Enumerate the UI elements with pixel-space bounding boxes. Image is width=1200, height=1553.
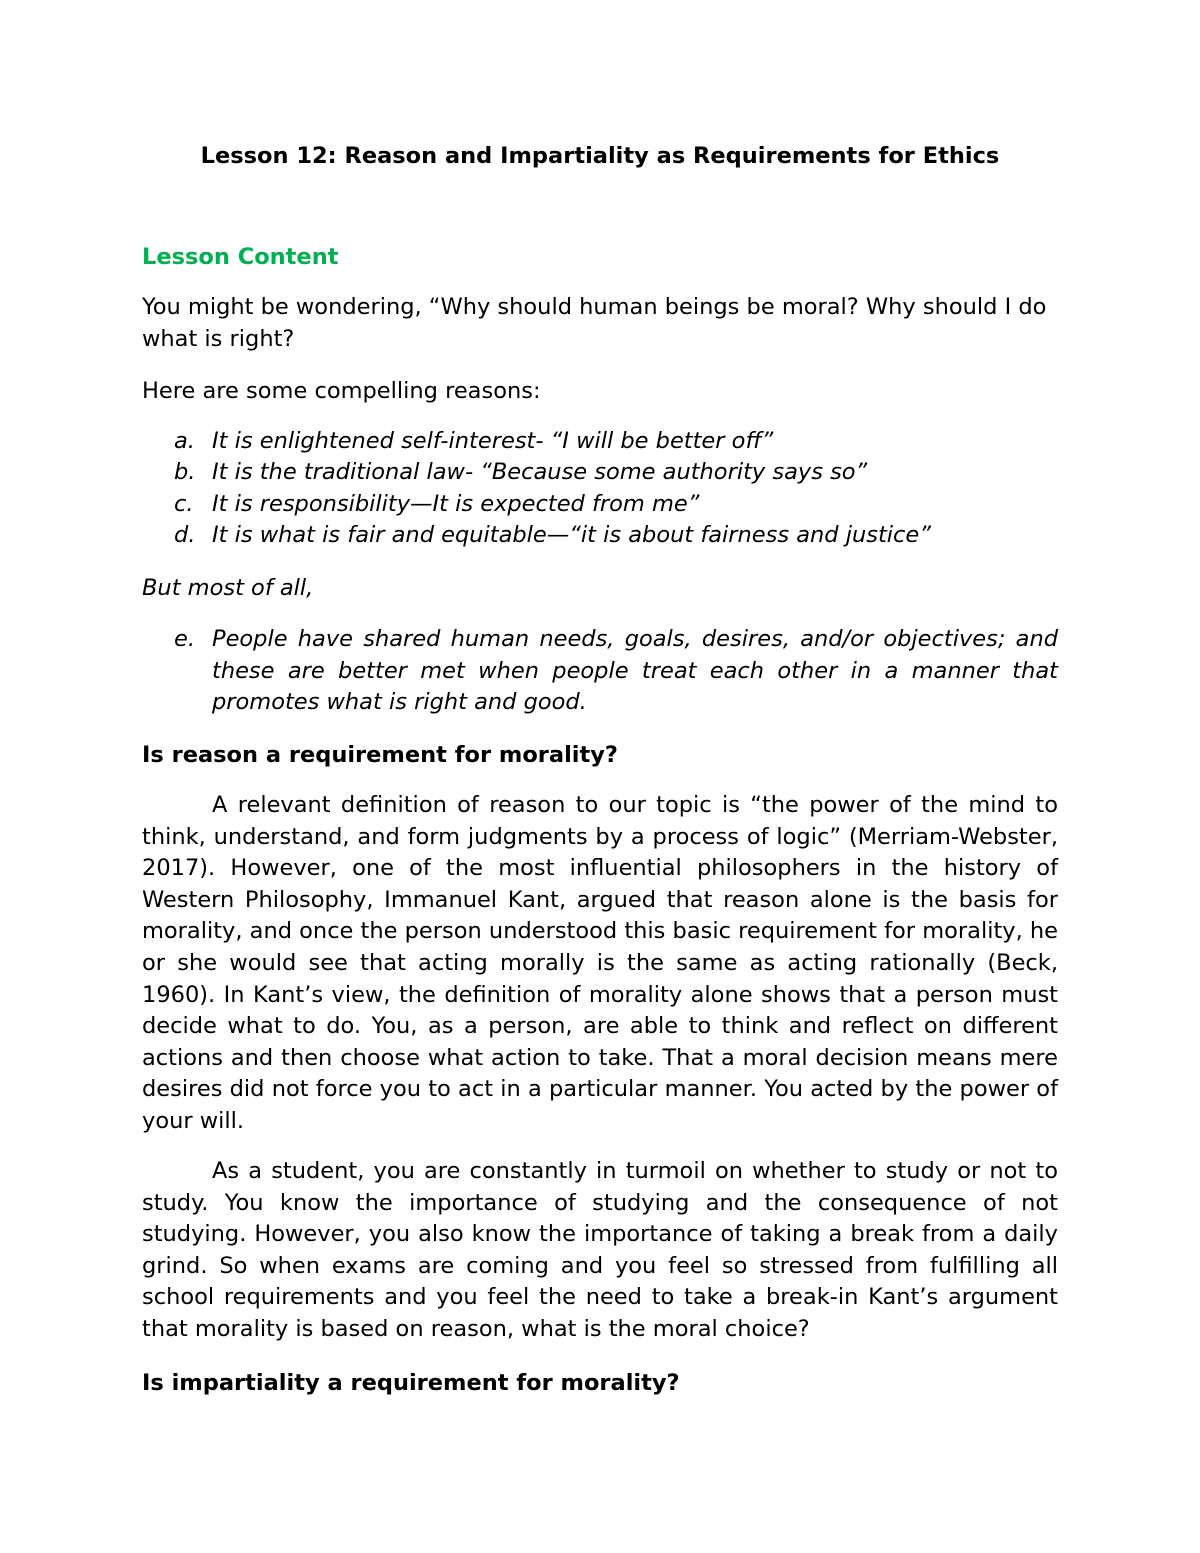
but-most-of-all: But most of all, (142, 575, 314, 601)
intro-paragraph: You might be wondering, “Why should human beings be moral? Why should I do what is right? (142, 294, 1047, 352)
reasons-lead: Here are some compelling reasons: (142, 378, 541, 404)
heading-impartiality: Is impartiality a requirement for morality? (142, 1370, 680, 1396)
heading-reason: Is reason a requirement for morality? (142, 742, 618, 768)
list-item-text: It is enlightened self-interest- “I will be better off” (212, 428, 774, 454)
lesson-title: Lesson 12: Reason and Impartiality as Requirements for Ethics (200, 143, 1000, 169)
list-marker: e. (174, 626, 195, 652)
list-marker: d. (174, 522, 196, 549)
list-item-text: People have shared human needs, goals, desires, and/or objectives; and these are better met when people treat each other in a manner that promotes what is right and good. (212, 626, 1058, 716)
list-item-text: It is what is fair and equitable—“it is about fairness and justice” (212, 522, 931, 549)
list-item (142, 624, 1058, 719)
list-item-text: It is responsibility—It is expected from me” (212, 490, 700, 517)
list-item-text: It is the traditional law- “Because some authority says so” (212, 459, 868, 486)
list-marker: c. (174, 490, 194, 517)
reasons-list (142, 426, 1058, 552)
list-item (142, 520, 1058, 551)
list-item (142, 457, 1058, 488)
list-item (142, 426, 1058, 457)
list-item (142, 489, 1058, 520)
section-label-lesson-content: Lesson Content (142, 244, 339, 270)
paragraph-reason-1: A relevant definition of reason to our topic is “the power of the mind to think, understand, and form judgments by a process of logic” (Merriam-Webster, 2017). However, one of the most influential philosophers in the history of Western Philosophy, Immanuel Kant, argued that reason alone is the basis for morality, and once the person understood this basic requirement for morality, he or she would see that acting morally is the same as acting rationally (Beck, 1960). In Kant’s view, the definition of morality alone shows that a person must decide what to do. You, as a person, are able to think and reflect on different actions and then choose what action to take. That a moral decision means mere desires did not force you to act in a particular manner. You acted by the power of your will. (142, 792, 1058, 1134)
reason-e-list (142, 624, 1058, 719)
list-marker: b. (174, 459, 196, 486)
paragraph-reason-2: As a student, you are constantly in turmoil on whether to study or not to study. You know the importance of studying and the consequence of not studying. However, you also know the importance of taking a break from a daily grind. So when exams are coming and you feel so stressed from fulfilling all school requirements and you feel the need to take a break-in Kant’s argument that morality is based on reason, what is the moral choice? (142, 1158, 1058, 1342)
list-marker: a. (174, 428, 195, 454)
